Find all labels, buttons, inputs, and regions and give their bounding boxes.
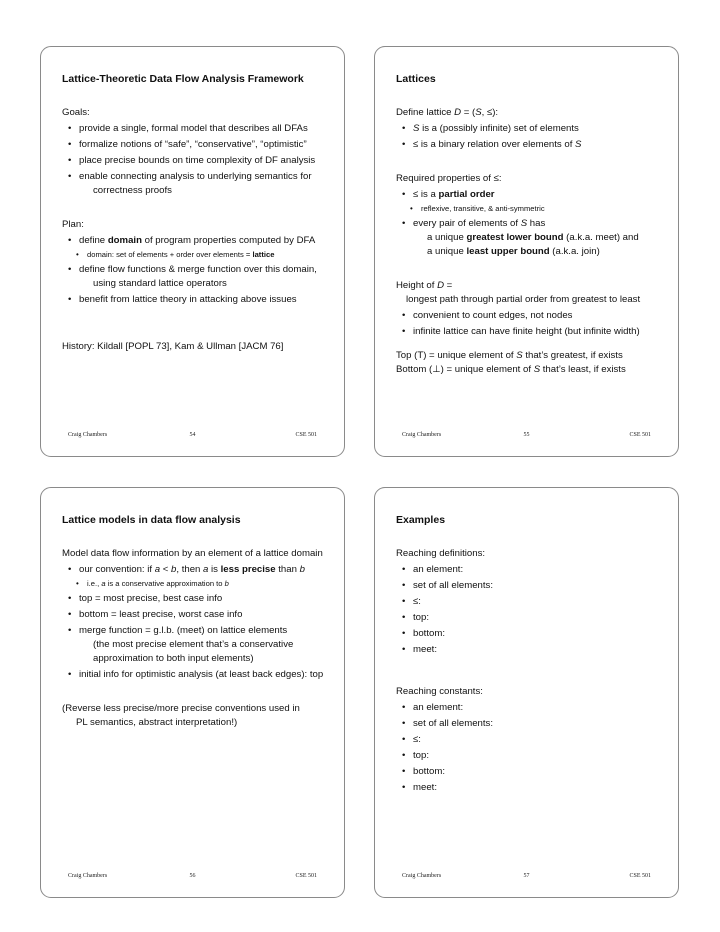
list-item: • ≤ is a binary relation over elements of S [396,138,666,152]
slide-54 [40,46,345,457]
slide-body [62,547,332,730]
reaching-definitions-list [396,563,666,657]
sub-list-item: • reflexive, transitive, & anti-symmetric [396,203,666,215]
list-item: • define domain of program properties computed by DFA [62,234,332,248]
goals-list [62,122,332,198]
list-item: • every pair of elements of S has a unique greatest lower bound (a.k.a. meet) and a unique least upper bound (a.k.a. join) [396,217,666,259]
height-description: longest path through partial order from greatest to least [406,294,641,305]
list-item: • meet: [396,643,666,657]
height-list [396,309,666,339]
footer-course: CSE 501 [629,873,651,879]
list-item: • ≤: [396,595,666,609]
slide-title: Lattices [396,73,436,85]
slide-57 [374,487,679,898]
list-item: • initial info for optimistic analysis (at least back edges): top [62,668,332,682]
list-item: • our convention: if a < b, then a is less precise than b [62,563,332,577]
reaching-constants-list [396,701,666,795]
slide-title: Lattice-Theoretic Data Flow Analysis Framework [62,73,304,85]
slide-footer [68,432,317,440]
intro-line: Model data flow information by an element of a lattice domain [62,548,323,559]
list-item: • top: [396,749,666,763]
list-item: • top = most precise, best case info [62,592,332,606]
top-definition: Top (T) = unique element of S that’s greatest, if exists [396,350,623,361]
required-list [396,188,666,259]
sub-list-item: • i.e., a is a conservative approximation to b [62,578,332,590]
height-heading: Height of D = [396,280,453,291]
model-list [62,563,332,682]
slide-55 [374,46,679,457]
list-item: • ≤: [396,733,666,747]
list-item: • bottom = least precise, worst case info [62,608,332,622]
list-item: • bottom: [396,627,666,641]
slide-title: Lattice models in data flow analysis [62,514,241,526]
definition-list [396,122,666,152]
slide-footer [68,873,317,881]
list-item: • meet: [396,781,666,795]
footer-course: CSE 501 [295,432,317,438]
note-line: (Reverse less precise/more precise conventions used in PL semantics, abstract interpretation!) [62,703,300,728]
slide-body [62,106,332,354]
required-heading: Required properties of ≤: [396,173,502,184]
list-item: • define flow functions & merge function over this domain, using standard lattice operators [62,263,332,291]
history-line: History: Kildall [POPL 73], Kam & Ullman [JACM 76] [62,341,284,352]
list-item: • an element: [396,701,666,715]
list-item: • convenient to count edges, not nodes [396,309,666,323]
list-item: • formalize notions of “safe”, “conservative”, “optimistic” [62,138,332,152]
slide-title: Examples [396,514,446,526]
lattice-definition: Define lattice D = (S, ≤): [396,107,499,118]
goals-heading: Goals: [62,107,90,118]
bottom-definition: Bottom (⊥) = unique element of S that’s least, if exists [396,364,626,375]
list-item: • set of all elements: [396,717,666,731]
slide-body [396,547,666,795]
slide-footer [402,432,651,440]
list-item: • enable connecting analysis to underlying semantics for correctness proofs [62,170,332,198]
slide-body [396,106,666,377]
footer-author: Craig Chambers [402,873,442,879]
slide-number: 54 [189,432,196,438]
slide-number: 55 [523,432,530,438]
list-item: • bottom: [396,765,666,779]
footer-author: Craig Chambers [68,432,108,438]
footer-author: Craig Chambers [402,432,442,438]
list-item: • top: [396,611,666,625]
list-item: • set of all elements: [396,579,666,593]
footer-course: CSE 501 [629,432,651,438]
list-item: • benefit from lattice theory in attacking above issues [62,293,332,307]
list-item: • place precise bounds on time complexity of DF analysis [62,154,332,168]
footer-course: CSE 501 [295,873,317,879]
list-item: • provide a single, formal model that describes all DFAs [62,122,332,136]
plan-list [62,234,332,307]
section-heading: Reaching definitions: [396,548,486,559]
footer-author: Craig Chambers [68,873,108,879]
list-item: • S is a (possibly infinite) set of elements [396,122,666,136]
section-heading: Reaching constants: [396,686,483,697]
list-item: • an element: [396,563,666,577]
list-item: • ≤ is a partial order [396,188,666,202]
slide-number: 57 [523,873,530,879]
list-item: • infinite lattice can have finite height (but infinite width) [396,325,666,339]
list-item: • merge function = g.l.b. (meet) on lattice elements (the most precise element that’s a conservative approximation to both input elements) [62,624,332,666]
slide-number: 56 [189,873,196,879]
plan-heading: Plan: [62,219,84,230]
sub-list-item: • domain: set of elements + order over elements = lattice [62,249,332,261]
slide-footer [402,873,651,881]
slide-56 [40,487,345,898]
